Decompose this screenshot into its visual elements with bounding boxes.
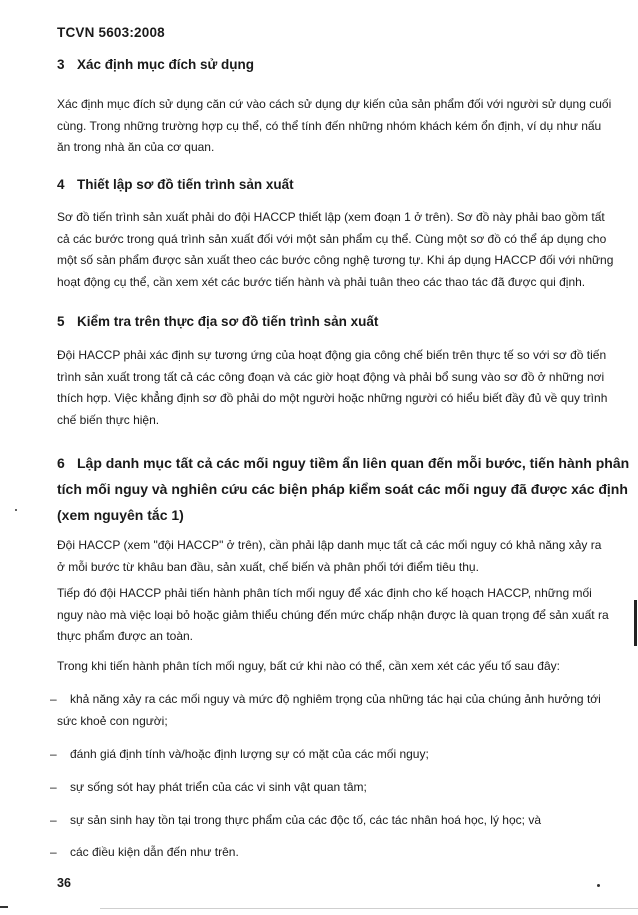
section-3-heading bbox=[57, 57, 254, 72]
section-6-paragraph-1 bbox=[57, 535, 617, 578]
text-line: trình sản xuất trong tất cả các công đoạn và các giờ hoạt động và phải bổ sung vào sơ đồ ở những nơi bbox=[57, 369, 605, 384]
list-item bbox=[50, 842, 616, 864]
section-6-heading bbox=[57, 450, 630, 528]
text-line: các điều kiện dẫn đến như trên. bbox=[70, 845, 239, 859]
section-4-paragraph bbox=[57, 207, 617, 293]
scan-edge-mark bbox=[0, 906, 8, 908]
scan-edge-mark bbox=[634, 600, 637, 646]
section-5-heading bbox=[57, 314, 378, 329]
text-line: một số sản phẩm được sản xuất theo các bước công nghệ tương tự. Khi áp dụng HACCP đối với những bbox=[57, 253, 614, 267]
bullet-dash: – bbox=[50, 813, 57, 827]
bullet-dash: – bbox=[50, 692, 57, 706]
section-3-paragraph bbox=[57, 94, 617, 159]
text-line: cả các bước trong quá trình sản xuất đối với một sản phẩm cụ thể. Cùng một sơ đồ có thể áp dụng cho bbox=[57, 231, 607, 246]
section-number: 5 bbox=[57, 314, 65, 329]
section-title: Kiểm tra trên thực địa sơ đồ tiến trình sản xuất bbox=[77, 314, 379, 329]
section-number: 6 bbox=[57, 455, 65, 471]
bullet-dash: – bbox=[50, 747, 57, 761]
bullet-dash: – bbox=[50, 780, 57, 794]
section-4-heading bbox=[57, 177, 294, 192]
list-item bbox=[50, 689, 616, 732]
scan-bottom-rule bbox=[100, 908, 638, 909]
list-item bbox=[50, 744, 616, 766]
text-line: thực phẩm được an toàn. bbox=[57, 629, 194, 643]
text-line: sự sống sót hay phát triển của các vi sinh vật quan tâm; bbox=[70, 780, 367, 794]
text-line: đánh giá định tính và/hoặc định lượng sự có mặt của các mối nguy; bbox=[70, 747, 429, 761]
list-item bbox=[50, 810, 616, 832]
scan-speck bbox=[15, 509, 17, 511]
text-line: sự sản sinh hay tồn tại trong thực phẩm của các độc tố, các tác nhân hoá học, lý học; và bbox=[70, 813, 541, 827]
text-line: ăn trong nhà ăn của cơ quan. bbox=[57, 140, 215, 154]
standard-code: TCVN 5603:2008 bbox=[57, 25, 165, 40]
page-number: 36 bbox=[57, 876, 71, 890]
list-item bbox=[50, 777, 616, 799]
text-line: ở mỗi bước từ khâu ban đầu, sản xuất, chế biến và phân phối tới điểm tiêu thụ. bbox=[57, 559, 479, 574]
bullet-dash: – bbox=[50, 845, 57, 859]
section-title: Thiết lập sơ đồ tiến trình sản xuất bbox=[77, 177, 294, 192]
scan-speck bbox=[597, 884, 600, 887]
section-6-paragraph-2 bbox=[57, 583, 617, 648]
text-line: khả năng xảy ra các mối nguy và mức độ nghiêm trọng của những tác hại của chúng ảnh hưởng tới bbox=[70, 692, 601, 706]
section-5-paragraph bbox=[57, 345, 617, 431]
text-line: sức khoẻ con người; bbox=[57, 713, 168, 728]
text-line: Đội HACCP phải xác định sự tương ứng của hoạt động gia công chế biến trên thực tế so với sơ đồ tiến bbox=[57, 348, 607, 362]
section-6-paragraph-3 bbox=[57, 656, 617, 678]
section-title: Xác định mục đích sử dụng bbox=[77, 57, 255, 72]
section-title-line: (xem nguyên tắc 1) bbox=[57, 507, 184, 523]
section-title-line: Lập danh mục tất cả các mối nguy tiềm ẩn liên quan đến mỗi bước, tiến hành phân bbox=[77, 455, 630, 471]
text-line: Trong khi tiến hành phân tích mối nguy, bất cứ khi nào có thể, cần xem xét các yếu tố sau đây: bbox=[57, 659, 560, 673]
text-line: nguy nào mà việc loại bỏ hoặc giảm thiểu chúng đến mức chấp nhận được là quan trọng để sản xuất ra bbox=[57, 607, 609, 622]
text-line: Đội HACCP (xem "đội HACCP" ở trên), cần phải lập danh mục tất cả các mối nguy có khả năng xảy ra bbox=[57, 538, 602, 552]
section-title-line: tích mối nguy và nghiên cứu các biện pháp kiểm soát các mối nguy đã được xác định bbox=[57, 481, 628, 497]
text-line: Sơ đồ tiến trình sản xuất phải do đội HACCP thiết lập (xem đoạn 1 ở trên). Sơ đồ này phải bao gồm tất bbox=[57, 210, 605, 224]
section-number: 3 bbox=[57, 57, 65, 72]
text-line: thích hợp. Việc khẳng định sơ đồ phải do một người hoặc những người có hiểu biết đầy đủ về quy trình bbox=[57, 391, 608, 405]
text-line: Tiếp đó đội HACCP phải tiến hành phân tích mối nguy để xác định cho kế hoạch HACCP, những mối bbox=[57, 586, 592, 600]
text-line: chế biến thực hiện. bbox=[57, 412, 160, 427]
text-line: cùng. Trong những trường hợp cụ thể, có thể tính đến những nhóm khách kém ổn định, ví dụ như nấu bbox=[57, 118, 602, 133]
text-line: hoạt động cụ thể, cần xem xét các bước tiến hành và phải tuân theo các thao tác đã được qui định. bbox=[57, 274, 586, 289]
text-line: Xác định mục đích sử dụng căn cứ vào cách sử dụng dự kiến của sản phẩm đối với người sử dụng cuối bbox=[57, 97, 612, 111]
section-number: 4 bbox=[57, 177, 65, 192]
